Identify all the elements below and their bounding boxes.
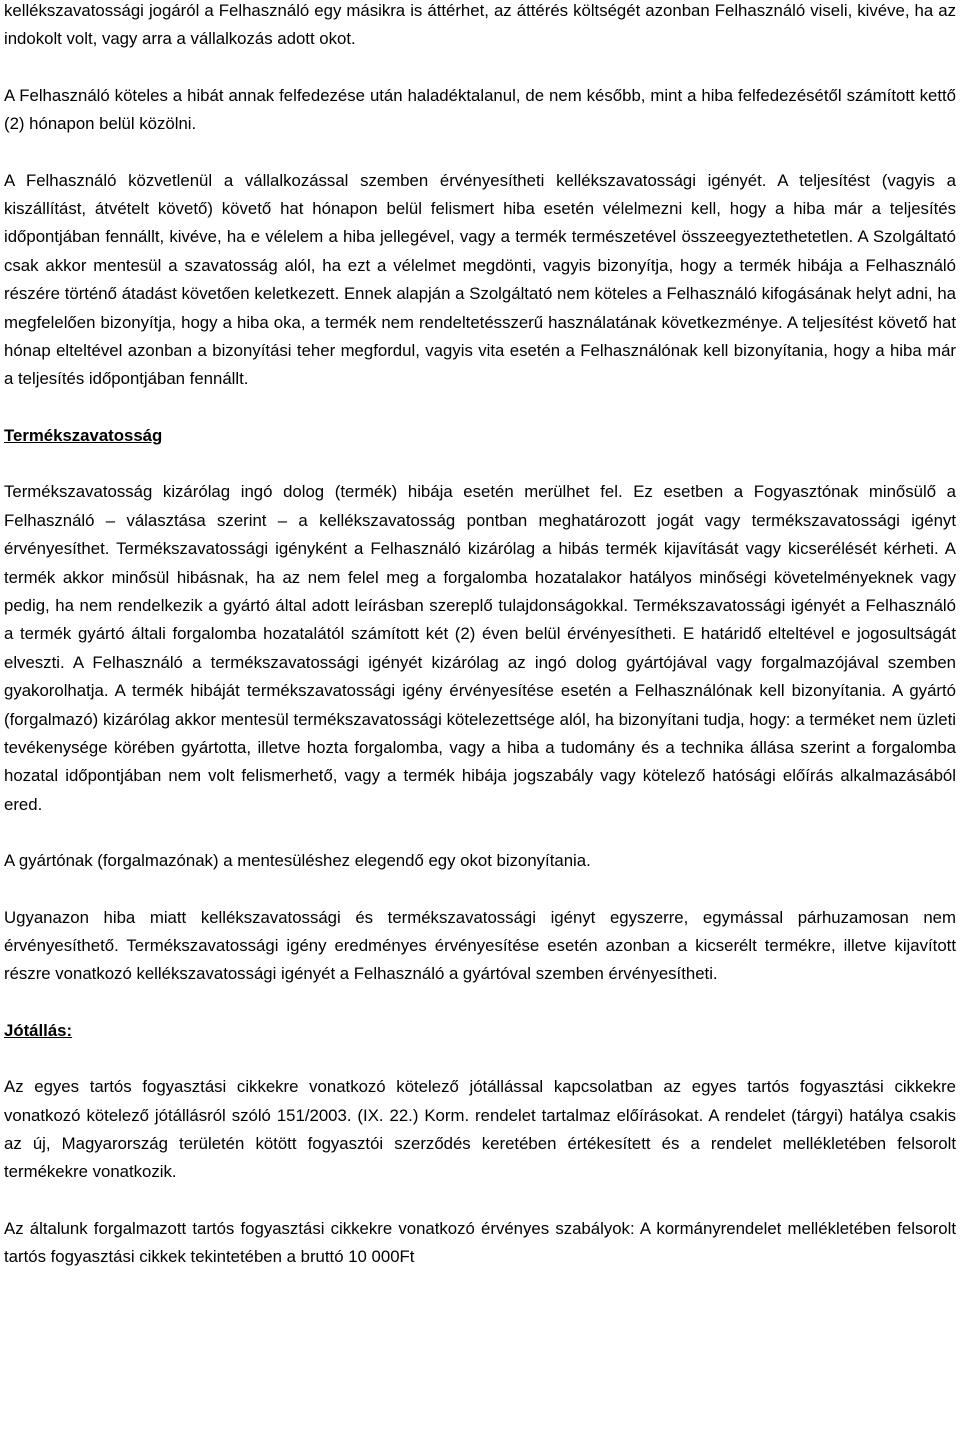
heading-jotallas: Jótállás: xyxy=(4,1020,73,1040)
document-page xyxy=(4,0,956,1272)
heading-termekszavatossag: Termékszavatosság xyxy=(4,425,163,445)
paragraph-kellekszavatossag-ending: kellékszavatossági jogáról a Felhasználó egy másikra is áttérhet, az áttérés költségét azonban Felhasználó viseli, kivéve, ha az indokolt volt, vagy arra a vállalkozás adott okot. xyxy=(4,1,956,49)
paragraph-hiba-kozlese: A Felhasználó köteles a hibát annak felfedezése után haladéktalanul, de nem később, mint a hiba felfedezésétől számított kettő (2) hónapon belül közölni. xyxy=(4,85,956,134)
paragraph-termekszavatossag-main: Termékszavatosság kizárólag ingó dolog (termék) hibája esetén merülhet fel. Ez esetben a Fogyasztónak minősülő a Felhasználó – választása szerint – a kellékszavatosság pontban meghatározott jogát vagy termékszavatossági igényt érvényesíthet. Termékszavatossági igényként a Felhasználó kizárólag a hibás termék kijavítását vagy kicserélését kérheti. A termék akkor minősül hibásnak, ha az nem felel meg a forgalomba hozatalakor hatályos minőségi követelményeknek vagy pedig, ha nem rendelkezik a gyártó által adott leírásban szereplő tulajdonságokkal. Termékszavatossági igényét a Felhasználó a termék gyártó általi forgalomba hozatalától számított két (2) éven belül érvényesítheti. E határidő elteltével e jogosultságát elveszti. A Felhasználó a termékszavatossági igényét kizárólag az ingó dolog gyártójával vagy forgalmazójával szemben gyakorolhatja. A termék hibáját termékszavatossági igény érvényesítése esetén a Felhasználónak kell bizonyítania. A gyártó (forgalmazó) kizárólag akkor mentesül termékszavatossági kötelezettsége alól, ha bizonyítani tudja, hogy: a terméket nem üzleti tevékenysége körében gyártotta, illetve hozta forgalomba, vagy a hiba a tudomány és a technika állása szerint a forgalomba hozatal időpontjában nem volt felismerhető, vagy a termék hibája jogszabály vagy kötelező hatósági előírás alkalmazásából ered. xyxy=(4,482,956,814)
paragraph-ervenyes-szabalyok: Az általunk forgalmazott tartós fogyasztási cikkekre vonatkozó érvényes szabályok: A kormányrendelet mellékletében felsorolt tartós fogyasztási cikkek tekintetében a bruttó 10 000Ft xyxy=(4,1218,956,1267)
paragraph-jotallas-rendelet: Az egyes tartós fogyasztási cikkekre vonatkozó kötelező jótállással kapcsolatban az egyes tartós fogyasztási cikkekre vonatkozó kötelező jótállásról szóló 151/2003. (IX. 22.) Korm. rendelet tartalmaz előírásokat. A rendelet (tárgyi) hatálya csakis az új, Magyarország területén kötött fogyasztói szerződés keretében értékesített és a rendelet mellékletében felsorolt termékekre vonatkozik. xyxy=(4,1077,956,1182)
paragraph-parhuzamos-igeny: Ugyanazon hiba miatt kellékszavatossági és termékszavatossági igényt egyszerre, egymással párhuzamosan nem érvényesíthető. Termékszavatossági igény eredményes érvényesítése esetén azonban a kicserélt termékre, illetve kijavított részre vonatkozó kellékszavatossági igényét a Felhasználó a gyártóval szemben érvényesítheti. xyxy=(4,907,956,984)
paragraph-gyarto-mentesules: A gyártónak (forgalmazónak) a mentesüléshez elegendő egy okot bizonyítania. xyxy=(4,851,591,871)
paragraph-kellekszavatossag-ervenyesites: A Felhasználó közvetlenül a vállalkozással szemben érvényesítheti kellékszavatossági igényét. A teljesítést (vagyis a kiszállítást, átvételt követő) követő hat hónapon belül felismert hiba esetén vélelmezni kell, hogy a hiba már a teljesítés időpontjában fennállt, kivéve, ha e vélelem a hiba jellegével, vagy a termék természetével összeegyeztethetetlen. A Szolgáltató csak akkor mentesül a szavatosság alól, ha ezt a vélelmet megdönti, vagyis bizonyítja, hogy a termék hibája a Felhasználó részére történő átadást követően keletkezett. Ennek alapján a Szolgáltató nem köteles a Felhasználó kifogásának helyt adni, ha megfelelően bizonyítja, hogy a hiba oka, a termék nem rendeltetésszerű használatának következménye. A teljesítést követő hat hónap elteltével azonban a bizonyítási teher megfordul, vagyis vita esetén a Felhasználónak kell bizonyítania, hogy a hiba már a teljesítés időpontjában fennállt. xyxy=(4,170,956,389)
